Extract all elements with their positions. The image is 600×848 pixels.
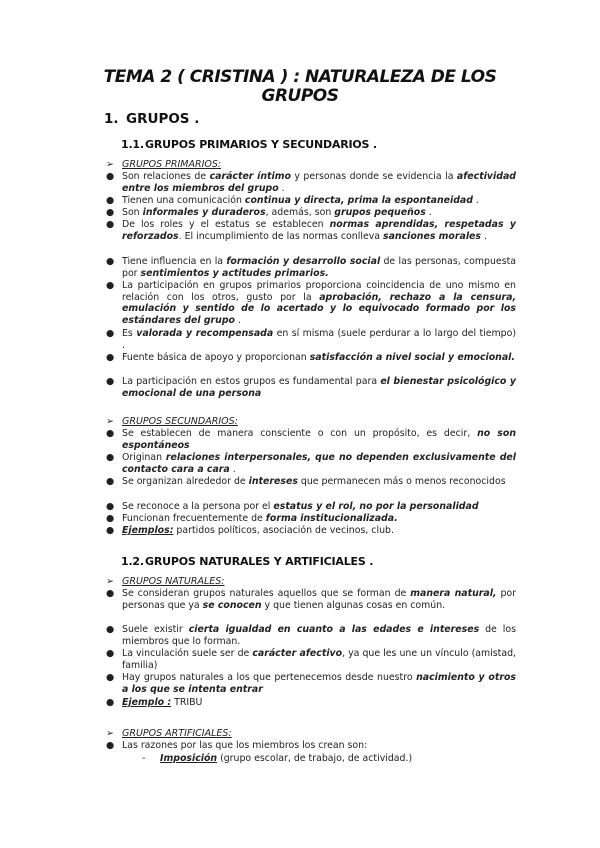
subsection-title: GRUPOS NATURALES Y ARTIFICIALES . <box>145 555 374 568</box>
list-item-example: ● Ejemplos: partidos políticos, asociación de vecinos, club. <box>106 525 394 536</box>
list-item: ● Se reconoce a la persona por el estatus y el rol, no por la personalidad <box>106 501 479 512</box>
section-heading-1 <box>104 111 199 127</box>
bullet-icon: ● <box>106 624 115 635</box>
subsection-heading-1-1 <box>121 138 377 151</box>
example-label: Ejemplos: <box>122 525 174 536</box>
list-item: ● De los roles y el estatus se establecen normas aprendidas, respetadas y reforzados. El incumplimiento de las normas conlleva sanciones morales . <box>106 219 516 242</box>
bullet-icon: ● <box>106 171 115 182</box>
bullet-icon: ● <box>106 219 115 230</box>
group-heading-label: GRUPOS PRIMARIOS: <box>122 159 222 170</box>
subsection-number: 1.2. <box>121 555 144 568</box>
bullet-icon: ● <box>106 588 115 599</box>
bullet-icon: ● <box>106 256 115 267</box>
arrow-icon: ➢ <box>106 159 114 170</box>
list-item: ● La vinculación suele ser de carácter afectivo, ya que les une un vínculo (amistad, familia) <box>106 648 516 671</box>
list-item: ● Originan relaciones interpersonales, que no dependen exclusivamente del contacto cara a cara . <box>106 452 516 475</box>
bullet-icon: ● <box>106 328 115 339</box>
section-number: 1. <box>104 111 119 127</box>
bullet-icon: ● <box>106 697 115 708</box>
section-title: GRUPOS . <box>126 111 200 127</box>
bullet-icon: ● <box>106 207 115 218</box>
group-heading-label: GRUPOS SECUNDARIOS: <box>122 416 238 427</box>
list-item: ● Hay grupos naturales a los que pertenecemos desde nuestro nacimiento y otros a los que se intenta entrar <box>106 672 516 695</box>
list-item: ● Tiene influencia en la formación y desarrollo social de las personas, compuesta por sentimientos y actitudes primarios. <box>106 256 517 279</box>
bullet-icon: ● <box>106 428 115 439</box>
list-item: ● La participación en estos grupos es fundamental para el bienestar psicológico y emocional de una persona <box>106 376 517 399</box>
list-item: ● Son informales y duraderos, además, son grupos pequeños . <box>106 207 432 218</box>
bullet-icon: ● <box>106 452 115 463</box>
bullet-icon: ● <box>106 476 115 487</box>
bullet-icon: ● <box>106 648 115 659</box>
list-item: ● Se establecen de manera consciente o con un propósito, es decir, no son espontáneos <box>106 428 516 451</box>
group-heading-primarios <box>106 159 221 170</box>
group-heading-naturales <box>106 576 224 587</box>
bullet-icon: ● <box>106 195 115 206</box>
bullet-icon: ● <box>106 352 115 363</box>
list-item: ● Se organizan alrededor de intereses que permanecen más o menos reconocidos <box>106 476 506 487</box>
bullet-icon: ● <box>106 740 115 751</box>
subsection-title: GRUPOS PRIMARIOS Y SECUNDARIOS . <box>145 138 377 151</box>
bullet-icon: ● <box>106 672 115 683</box>
list-item: ● Funcionan frecuentemente de forma institucionalizada. <box>106 513 398 524</box>
list-item: ● Fuente básica de apoyo y proporcionan satisfacción a nivel social y emocional. <box>106 352 515 363</box>
list-item: ● Suele existir cierta igualdad en cuanto a las edades e intereses de los miembros que lo forman. <box>106 624 516 647</box>
list-item: ● La participación en grupos primarios proporciona coincidencia de uno mismo en relación con los otros, gusto por la aprobación, rechazo a la censura, emulación y sentido de lo acertado y lo equivocado formado por los estándares del grupo . <box>106 280 517 327</box>
dash-marker: - <box>142 753 146 764</box>
bullet-icon: ● <box>106 376 115 387</box>
arrow-icon: ➢ <box>106 728 114 739</box>
bullet-icon: ● <box>106 280 115 291</box>
sub-list-item: - Imposición (grupo escolar, de trabajo, de actividad.) <box>142 753 413 764</box>
bullet-icon: ● <box>106 525 115 536</box>
arrow-icon: ➢ <box>106 416 114 427</box>
list-item: ● Las razones por las que los miembros los crean son: <box>106 740 368 751</box>
sub-list-label: Imposición <box>160 753 218 764</box>
arrow-icon: ➢ <box>106 576 114 587</box>
list-item-example: ● Ejemplo : TRIBU <box>106 697 203 708</box>
group-heading-artificiales <box>106 728 232 739</box>
group-heading-label: GRUPOS NATURALES: <box>122 576 225 587</box>
bullet-icon: ● <box>106 513 115 524</box>
group-heading-secundarios <box>106 416 238 427</box>
list-item: ● Son relaciones de carácter íntimo y personas donde se evidencia la afectividad entre los miembros del grupo . <box>106 171 516 194</box>
example-label: Ejemplo : <box>122 697 172 708</box>
group-heading-label: GRUPOS ARTIFICIALES: <box>122 728 232 739</box>
list-item: ● Es valorada y recompensada en sí misma (suele perdurar a lo largo del tiempo) . <box>106 328 516 351</box>
subsection-heading-1-2 <box>121 555 373 568</box>
list-item: ● Tienen una comunicación continua y directa, prima la espontaneidad . <box>106 195 479 206</box>
list-item: ● Se consideran grupos naturales aquellos que se forman de manera natural, por personas que ya se conocen y que tienen algunas cosas en común. <box>106 588 516 611</box>
document-title: TEMA 2 ( CRISTINA ) : NATURALEZA DE LOS GRUPOS <box>103 67 497 106</box>
bullet-icon: ● <box>106 501 115 512</box>
subsection-number: 1.1. <box>121 138 144 151</box>
